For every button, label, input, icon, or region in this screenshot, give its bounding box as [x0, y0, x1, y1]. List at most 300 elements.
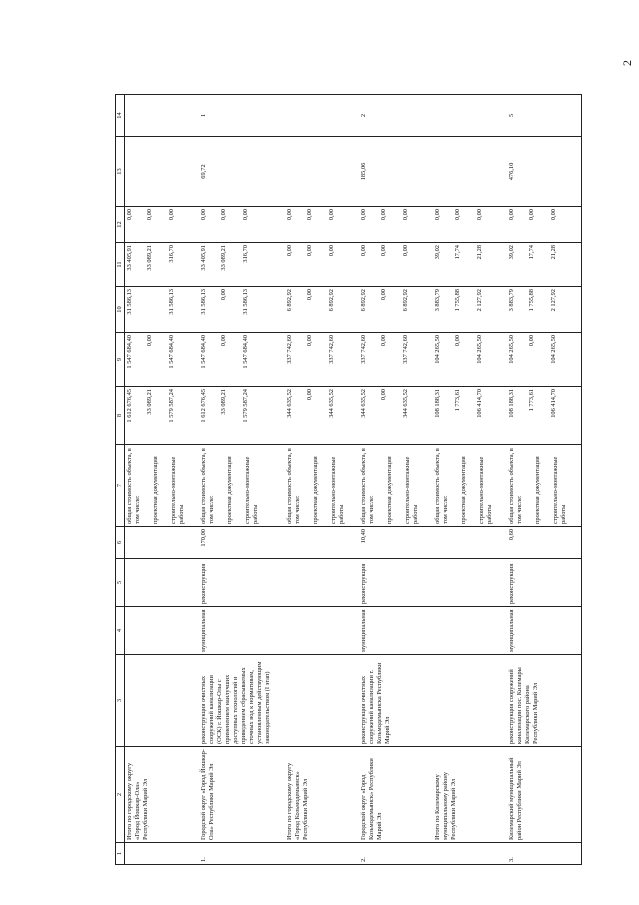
amount-value: 17,74: [528, 245, 535, 260]
amount-cell-v9: [199, 333, 273, 387]
work-type-cell: [125, 559, 188, 607]
spacer-cell: [495, 843, 507, 865]
spacer-cell: [495, 527, 507, 559]
amount-value: 344 635,52: [402, 389, 409, 418]
amount-value: 1 547 684,40: [168, 335, 175, 369]
spacer-cell: [187, 527, 199, 559]
amount-value: 0,00: [476, 209, 483, 221]
territory-cell: Итого по Килемарскому муниципальному району Республики Марий Эл: [433, 747, 495, 843]
amount-value: 0,00: [146, 335, 153, 347]
amount-cell-v11: [125, 243, 188, 287]
table-row: [125, 95, 188, 865]
amount-cell-v9: [507, 333, 569, 387]
capacity-cell: 170,00: [199, 527, 273, 559]
order-cell: 1: [199, 95, 273, 137]
spacer-cell: [187, 207, 199, 243]
spacer-cell: [347, 527, 359, 559]
amount-value: 0,00: [306, 335, 313, 347]
spacer-cell: [347, 287, 359, 333]
spacer-cell: [273, 843, 285, 865]
amount-value: 0,00: [402, 209, 409, 221]
amount-value: 0,00: [508, 209, 515, 221]
amount-value: 39,02: [434, 245, 441, 260]
amount-value: 17,74: [454, 245, 461, 260]
amount-cell-v11: [359, 243, 421, 287]
amount-value: 0,00: [220, 209, 227, 221]
spacer-cell: [347, 843, 359, 865]
amount-value: 0,00: [454, 209, 461, 221]
spacer-cell: [273, 445, 285, 527]
row-spacer: [495, 95, 507, 865]
spacer-cell: [495, 387, 507, 445]
amount-value: 0,00: [528, 209, 535, 221]
amount-value: 104 265,50: [508, 335, 515, 364]
breakdown-label-total: общая стоимость объекта, в том числе:: [286, 448, 301, 524]
amount-cell-v9: [125, 333, 188, 387]
object-name-cell: реконструкция сооружений канализации пос. Килемары Килемарского района Республики Марий Эл: [507, 655, 569, 747]
row-number-cell: 3.: [507, 843, 569, 865]
col-header: 3: [116, 655, 125, 747]
amount-cell-v12: [125, 207, 188, 243]
spacer-cell: [347, 207, 359, 243]
row-number-cell: [125, 843, 188, 865]
amount-cell-v8: [199, 387, 273, 445]
amount-value: 1 755,88: [528, 289, 535, 312]
object-name-cell: реконструкция очистных сооружений канализации (ОСК) г. Йошкар-Олы с применением наилучших доступных технологий и приведением сбрасываемых сточных вод к нормативам, установленным действующим законодательством (I этап): [199, 655, 273, 747]
amount-cell-v8: [125, 387, 188, 445]
spacer-cell: [347, 137, 359, 207]
amount-value: 104 265,50: [476, 335, 483, 364]
spacer-cell: [421, 843, 433, 865]
spacer-cell: [495, 607, 507, 655]
amount-cell-v10: [199, 287, 273, 333]
breakdown-label-design: проектная документация: [460, 456, 467, 524]
spacer-cell: [421, 607, 433, 655]
breakdown-label-construction: строительно-монтажные работы: [330, 456, 345, 524]
spacer-cell: [187, 843, 199, 865]
ownership-cell: муниципальная: [507, 607, 569, 655]
col-header: 7: [116, 445, 125, 527]
amount-value: 31 586,13: [168, 289, 175, 315]
amount-value: 0,00: [360, 245, 367, 257]
amount-value: 0,00: [380, 335, 387, 347]
spacer-cell: [569, 445, 582, 527]
amount-value: 33 405,91: [126, 245, 133, 271]
ownership-cell: [433, 607, 495, 655]
amount-cell-v11: [285, 243, 347, 287]
capacity-cell: [285, 527, 347, 559]
amount-value: 6 892,92: [286, 289, 293, 312]
col-header: 2: [116, 747, 125, 843]
table-row: [285, 95, 347, 865]
row-spacer: [273, 95, 285, 865]
table-row: [433, 95, 495, 865]
spacer-cell: [273, 527, 285, 559]
breakdown-label-design: проектная документация: [152, 456, 159, 524]
amount-cell-v12: [507, 207, 569, 243]
amount-value: 2 127,92: [550, 289, 557, 312]
amount-value: 21,28: [476, 245, 483, 260]
breakdown-label-total: общая стоимость объекта, в том числе:: [434, 448, 449, 524]
amount-value: 6 892,92: [360, 289, 367, 312]
amount-value: 106 414,70: [550, 389, 557, 418]
territory-cell: Городской округ «Город Козьмодемьянск» Республики Марий Эл: [359, 747, 421, 843]
amount-value: 316,70: [168, 245, 175, 263]
amount-cell-v9: [359, 333, 421, 387]
row-spacer: [187, 95, 199, 865]
amount-value: 21,28: [550, 245, 557, 260]
spacer-cell: [187, 655, 199, 747]
spacer-cell: [187, 333, 199, 387]
amount-value: 108 188,31: [508, 389, 515, 418]
investment-table-sheet: [115, 95, 605, 865]
order-cell: 2: [359, 95, 421, 137]
object-name-cell: [433, 655, 495, 747]
col-header: 11: [116, 243, 125, 287]
spacer-cell: [273, 747, 285, 843]
spacer-cell: [495, 207, 507, 243]
spacer-cell: [569, 243, 582, 287]
col-header: 13: [116, 137, 125, 207]
spacer-cell: [569, 207, 582, 243]
amount-value: 344 635,52: [286, 389, 293, 418]
amount-cell-v8: [359, 387, 421, 445]
breakdown-label-design: проектная документация: [534, 456, 541, 524]
amount-value: 0,00: [306, 289, 313, 301]
amount-value: 337 742,60: [286, 335, 293, 364]
amount-cell-v12: [359, 207, 421, 243]
work-type-cell: реконструкция: [199, 559, 273, 607]
order-cell: [285, 95, 347, 137]
amount-value: 1 755,88: [454, 289, 461, 312]
spacer-cell: [273, 387, 285, 445]
row-number-cell: 1.: [199, 843, 273, 865]
amount-value: 0,00: [286, 209, 293, 221]
spacer-cell: [495, 137, 507, 207]
amount-value: 104 265,50: [434, 335, 441, 364]
territory-cell: Килемарский муниципальный район Республики Марий Эл: [507, 747, 569, 843]
investment-table: [115, 94, 582, 865]
row-number-cell: [433, 843, 495, 865]
cost-breakdown-labels: [125, 445, 188, 527]
spacer-cell: [569, 843, 582, 865]
col-header: 9: [116, 333, 125, 387]
amount-value: 337 742,60: [360, 335, 367, 364]
cost-breakdown-labels: [433, 445, 495, 527]
indicator-cell: 185,06: [359, 137, 421, 207]
breakdown-label-construction: строительно-монтажные работы: [244, 456, 259, 524]
amount-cell-v10: [433, 287, 495, 333]
indicator-cell: 69,72: [199, 137, 273, 207]
amount-value: 344 635,52: [328, 389, 335, 418]
amount-cell-v8: [285, 387, 347, 445]
spacer-cell: [347, 95, 359, 137]
amount-value: 33 089,21: [220, 389, 227, 415]
spacer-cell: [421, 207, 433, 243]
amount-value: 2 127,92: [476, 289, 483, 312]
spacer-cell: [569, 559, 582, 607]
col-header: 4: [116, 607, 125, 655]
breakdown-label-construction: строительно-монтажные работы: [552, 456, 567, 524]
amount-value: 33 089,21: [220, 245, 227, 271]
indicator-cell: [285, 137, 347, 207]
work-type-cell: [433, 559, 495, 607]
spacer-cell: [347, 243, 359, 287]
spacer-cell: [347, 445, 359, 527]
spacer-cell: [273, 95, 285, 137]
spacer-cell: [495, 747, 507, 843]
ownership-cell: муниципальная: [359, 607, 421, 655]
spacer-cell: [273, 207, 285, 243]
row-number-cell: [285, 843, 347, 865]
indicator-cell: [433, 137, 495, 207]
spacer-cell: [569, 527, 582, 559]
amount-cell-v10: [125, 287, 188, 333]
spacer-cell: [187, 747, 199, 843]
spacer-cell: [495, 559, 507, 607]
breakdown-label-design: проектная документация: [312, 456, 319, 524]
cost-breakdown-labels: [285, 445, 347, 527]
spacer-cell: [421, 527, 433, 559]
amount-value: 31 586,13: [200, 289, 207, 315]
amount-value: 1 579 587,24: [168, 389, 175, 423]
col-header: 6: [116, 527, 125, 559]
amount-value: 3 883,79: [434, 289, 441, 312]
breakdown-label-design: проектная документация: [386, 456, 393, 524]
work-type-cell: [285, 559, 347, 607]
amount-value: 0,00: [328, 209, 335, 221]
table-row: [199, 95, 273, 865]
amount-value: 6 892,92: [328, 289, 335, 312]
spacer-cell: [421, 445, 433, 527]
cost-breakdown-labels: [507, 445, 569, 527]
amount-value: 0,00: [380, 389, 387, 401]
amount-cell-v10: [359, 287, 421, 333]
spacer-cell: [187, 607, 199, 655]
amount-value: 3 883,79: [508, 289, 515, 312]
amount-value: 31 586,13: [242, 289, 249, 315]
amount-value: 0,00: [328, 245, 335, 257]
object-name-cell: реконструкция очистных сооружений канализации г. Козьмодемьянска Республики Марий Эл: [359, 655, 421, 747]
col-header: 12: [116, 207, 125, 243]
spacer-cell: [569, 607, 582, 655]
amount-value: 0,00: [360, 209, 367, 221]
amount-value: 337 742,60: [328, 335, 335, 364]
amount-value: 6 892,92: [402, 289, 409, 312]
spacer-cell: [569, 95, 582, 137]
spacer-cell: [347, 655, 359, 747]
work-type-cell: реконструкция: [359, 559, 421, 607]
amount-value: 0,00: [220, 289, 227, 301]
spacer-cell: [187, 95, 199, 137]
amount-value: 1 773,61: [528, 389, 535, 412]
indicator-cell: [125, 137, 188, 207]
amount-value: 0,00: [528, 335, 535, 347]
amount-value: 0,00: [550, 209, 557, 221]
amount-cell-v10: [507, 287, 569, 333]
row-spacer: [569, 95, 582, 865]
spacer-cell: [187, 137, 199, 207]
spacer-cell: [569, 333, 582, 387]
spacer-cell: [421, 333, 433, 387]
territory-cell: Городской округ «Город Йошкар-Ола» Республики Марий Эл: [199, 747, 273, 843]
object-name-cell: [125, 655, 188, 747]
amount-value: 0,00: [306, 209, 313, 221]
amount-value: 0,00: [126, 209, 133, 221]
breakdown-label-total: общая стоимость объекта, в том числе:: [508, 448, 523, 524]
amount-value: 0,00: [380, 289, 387, 301]
spacer-cell: [273, 333, 285, 387]
col-header: 14: [116, 95, 125, 137]
spacer-cell: [495, 655, 507, 747]
breakdown-label-construction: строительно-монтажные работы: [478, 456, 493, 524]
breakdown-label-total: общая стоимость объекта, в том числе:: [200, 448, 215, 524]
spacer-cell: [273, 559, 285, 607]
amount-value: 344 635,52: [360, 389, 367, 418]
amount-value: 33 089,21: [146, 389, 153, 415]
spacer-cell: [569, 387, 582, 445]
spacer-cell: [187, 559, 199, 607]
amount-cell-v11: [199, 243, 273, 287]
order-cell: [433, 95, 495, 137]
spacer-cell: [347, 559, 359, 607]
ownership-cell: [285, 607, 347, 655]
row-spacer: [347, 95, 359, 865]
amount-value: 0,00: [380, 209, 387, 221]
order-cell: 5: [507, 95, 569, 137]
amount-value: 316,70: [242, 245, 249, 263]
indicator-cell: 476,10: [507, 137, 569, 207]
amount-value: 0,00: [402, 245, 409, 257]
amount-value: 106 414,70: [476, 389, 483, 418]
row-number-cell: 2.: [359, 843, 421, 865]
amount-value: 1 547 684,40: [126, 335, 133, 369]
spacer-cell: [495, 445, 507, 527]
work-type-cell: реконструкция: [507, 559, 569, 607]
spacer-cell: [187, 287, 199, 333]
amount-value: 0,00: [434, 209, 441, 221]
page-number: 2: [620, 60, 634, 66]
amount-value: 0,00: [306, 389, 313, 401]
ownership-cell: [125, 607, 188, 655]
spacer-cell: [421, 747, 433, 843]
amount-value: 0,00: [168, 209, 175, 221]
spacer-cell: [569, 287, 582, 333]
amount-cell-v12: [285, 207, 347, 243]
spacer-cell: [273, 607, 285, 655]
ownership-cell: муниципальная: [199, 607, 273, 655]
spacer-cell: [421, 95, 433, 137]
amount-value: 0,00: [380, 245, 387, 257]
spacer-cell: [421, 137, 433, 207]
spacer-cell: [421, 387, 433, 445]
spacer-cell: [495, 333, 507, 387]
spacer-cell: [273, 287, 285, 333]
amount-value: 1 579 587,24: [242, 389, 249, 423]
amount-value: 1 612 676,45: [200, 389, 207, 423]
amount-value: 0,00: [286, 245, 293, 257]
amount-cell-v8: [433, 387, 495, 445]
column-number-row: [116, 95, 125, 865]
amount-value: 108 188,31: [434, 389, 441, 418]
amount-cell-v10: [285, 287, 347, 333]
amount-value: 0,00: [146, 209, 153, 221]
spacer-cell: [187, 445, 199, 527]
amount-value: 39,02: [508, 245, 515, 260]
spacer-cell: [187, 243, 199, 287]
spacer-cell: [421, 655, 433, 747]
col-header: 1: [116, 843, 125, 865]
breakdown-label-total: общая стоимость объекта, в том числе:: [126, 448, 141, 524]
col-header: 10: [116, 287, 125, 333]
amount-value: 0,00: [200, 209, 207, 221]
table-row: [359, 95, 421, 865]
amount-value: 1 547 684,40: [200, 335, 207, 369]
amount-value: 0,00: [306, 245, 313, 257]
spacer-cell: [273, 655, 285, 747]
amount-value: 104 265,50: [550, 335, 557, 364]
amount-value: 0,00: [242, 209, 249, 221]
amount-cell-v9: [285, 333, 347, 387]
amount-value: 33 405,91: [200, 245, 207, 271]
row-spacer: [421, 95, 433, 865]
breakdown-label-design: проектная документация: [226, 456, 233, 524]
spacer-cell: [187, 387, 199, 445]
capacity-cell: 10,40: [359, 527, 421, 559]
order-cell: [125, 95, 188, 137]
capacity-cell: 0,60: [507, 527, 569, 559]
breakdown-label-construction: строительно-монтажные работы: [170, 456, 185, 524]
col-header: 8: [116, 387, 125, 445]
cost-breakdown-labels: [199, 445, 273, 527]
amount-value: 31 586,13: [126, 289, 133, 315]
spacer-cell: [347, 607, 359, 655]
spacer-cell: [347, 747, 359, 843]
territory-cell: Итого по городскому округу «Город Козьмодемьянск» Республики Марий Эл: [285, 747, 347, 843]
amount-value: 337 742,60: [402, 335, 409, 364]
spacer-cell: [421, 287, 433, 333]
breakdown-label-total: общая стоимость объекта, в том числе:: [360, 448, 375, 524]
breakdown-label-construction: строительно-монтажные работы: [404, 456, 419, 524]
amount-cell-v9: [433, 333, 495, 387]
table-row: [507, 95, 569, 865]
spacer-cell: [569, 747, 582, 843]
spacer-cell: [421, 559, 433, 607]
amount-cell-v11: [507, 243, 569, 287]
amount-cell-v12: [199, 207, 273, 243]
amount-cell-v8: [507, 387, 569, 445]
amount-value: [146, 289, 154, 330]
col-header: 5: [116, 559, 125, 607]
table-body: [125, 95, 582, 865]
object-name-cell: [285, 655, 347, 747]
amount-value: 0,00: [220, 335, 227, 347]
spacer-cell: [347, 333, 359, 387]
spacer-cell: [495, 287, 507, 333]
amount-cell-v12: [433, 207, 495, 243]
spacer-cell: [421, 243, 433, 287]
amount-value: 1 773,61: [454, 389, 461, 412]
spacer-cell: [273, 243, 285, 287]
spacer-cell: [569, 137, 582, 207]
amount-value: 0,00: [454, 335, 461, 347]
capacity-cell: [433, 527, 495, 559]
spacer-cell: [273, 137, 285, 207]
amount-cell-v11: [433, 243, 495, 287]
amount-value: 33 089,21: [146, 245, 153, 271]
territory-cell: Итого по городскому округу «Город Йошкар-Ола» Республики Марий Эл: [125, 747, 188, 843]
capacity-cell: [125, 527, 188, 559]
